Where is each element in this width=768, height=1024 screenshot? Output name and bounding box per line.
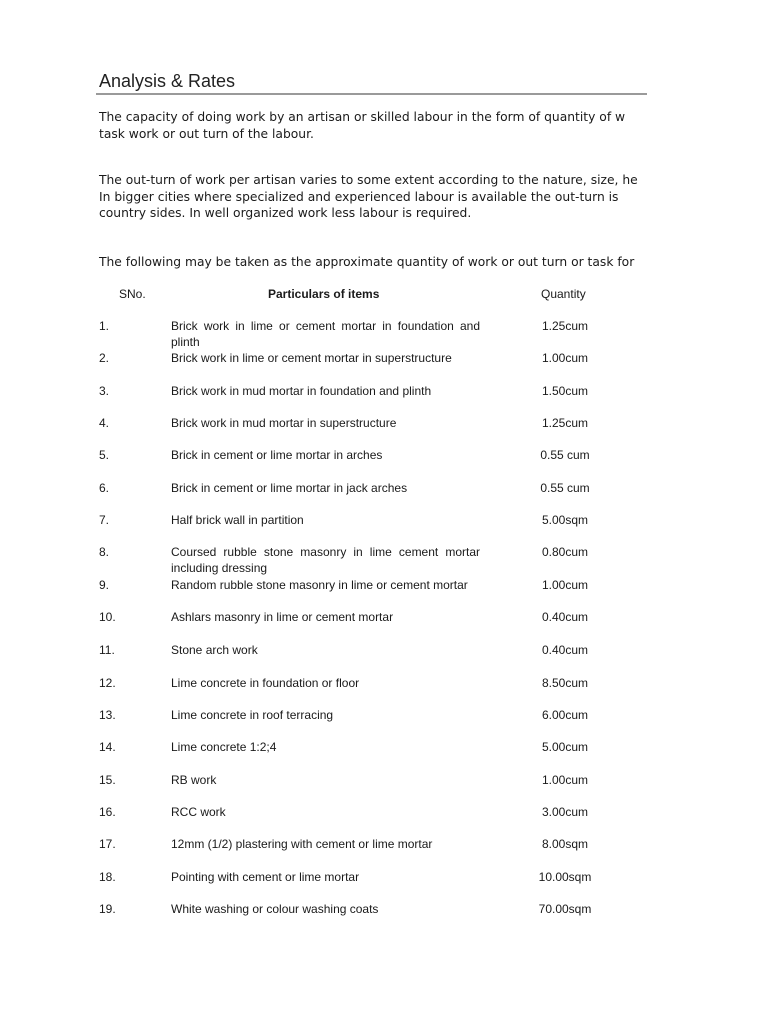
row-quantity: 1.00cum (541, 578, 589, 592)
row-quantity: 1.00cum (541, 773, 589, 787)
row-quantity: 0.40cum (541, 610, 589, 624)
page-title: Analysis & Rates (99, 71, 236, 91)
row-quantity: 5.00cum (541, 740, 589, 754)
row-sno: 13. (99, 708, 116, 722)
row-sno: 15. (99, 773, 116, 787)
row-particulars: Coursed rubble stone masonry in lime cement mortar including dressing (171, 545, 480, 575)
row-sno: 17. (99, 837, 116, 851)
row-quantity: 8.50cum (541, 676, 589, 690)
row-particulars: RB work (171, 773, 217, 787)
row-sno: 18. (99, 870, 116, 884)
row-particulars: Half brick wall in partition (171, 513, 304, 527)
row-particulars: Brick work in mud mortar in foundation and plinth (171, 384, 432, 398)
row-particulars: Ashlars masonry in lime or cement mortar (171, 610, 394, 624)
header-sno: SNo. (119, 287, 146, 301)
row-quantity: 10.00sqm (538, 870, 592, 884)
row-particulars: RCC work (171, 805, 226, 819)
row-quantity: 0.55 cum (540, 481, 590, 495)
row-particulars: Brick work in lime or cement mortar in foundation and plinth (171, 319, 480, 349)
row-particulars: Brick in cement or lime mortar in jack arches (171, 481, 408, 495)
row-sno: 11. (99, 643, 115, 657)
row-quantity: 0.80cum (541, 545, 589, 559)
row-particulars: Lime concrete in roof terracing (171, 708, 334, 722)
row-sno: 6. (99, 481, 110, 495)
row-quantity: 8.00sqm (541, 837, 589, 851)
paragraph-line: country sides. In well organized work less labour is required. (99, 206, 472, 220)
row-particulars: Pointing with cement or lime mortar (171, 870, 360, 884)
row-quantity: 5.00sqm (541, 513, 589, 527)
row-sno: 7. (99, 513, 110, 527)
paragraph-2 (99, 172, 648, 222)
row-particulars: White washing or colour washing coats (171, 902, 379, 916)
row-quantity: 3.00cum (541, 805, 589, 819)
row-sno: 16. (99, 805, 116, 819)
row-sno: 1. (99, 319, 110, 333)
paragraph-line: In bigger cities where specialized and experienced labour is available the out-turn is (99, 189, 619, 204)
paragraph-1 (99, 109, 648, 142)
row-sno: 3. (99, 384, 110, 398)
row-sno: 5. (99, 448, 110, 462)
row-sno: 12. (99, 676, 116, 690)
paragraph-3 (99, 254, 648, 271)
row-quantity: 1.00cum (541, 351, 589, 365)
row-quantity: 0.40cum (541, 643, 589, 657)
row-quantity: 1.50cum (541, 384, 589, 398)
row-quantity: 1.25cum (541, 416, 589, 430)
row-sno: 19. (99, 902, 116, 916)
row-sno: 8. (99, 545, 110, 559)
row-particulars: Stone arch work (171, 643, 258, 657)
row-particulars: Brick in cement or lime mortar in arches (171, 448, 383, 462)
row-quantity: 6.00cum (541, 708, 589, 722)
row-sno: 14. (99, 740, 116, 754)
row-particulars: Brick work in mud mortar in superstructure (171, 416, 397, 430)
header-quantity: Quantity (541, 287, 586, 301)
row-quantity: 0.55 cum (540, 448, 590, 462)
paragraph-line: The out-turn of work per artisan varies to some extent according to the nature, size, he (99, 173, 638, 187)
paragraph-line: The capacity of doing work by an artisan or skilled labour in the form of quantity of w (99, 110, 626, 124)
row-particulars: Brick work in lime or cement mortar in superstructure (171, 351, 452, 365)
row-sno: 4. (99, 416, 110, 430)
row-quantity: 1.25cum (541, 319, 589, 333)
header-particulars: Particulars of items (268, 287, 380, 301)
row-particulars: 12mm (1/2) plastering with cement or lime mortar (171, 837, 433, 851)
row-particulars: Lime concrete 1:2;4 (171, 740, 277, 754)
row-quantity: 70.00sqm (538, 902, 592, 916)
row-particulars: Random rubble stone masonry in lime or cement mortar (171, 578, 468, 592)
paragraph-line: task work or out turn of the labour. (99, 126, 314, 141)
row-sno: 2. (99, 351, 110, 365)
row-sno: 10. (99, 610, 116, 624)
paragraph-line: The following may be taken as the approximate quantity of work or out turn or task for (99, 255, 635, 269)
row-sno: 9. (99, 578, 110, 592)
row-particulars: Lime concrete in foundation or floor (171, 676, 360, 690)
